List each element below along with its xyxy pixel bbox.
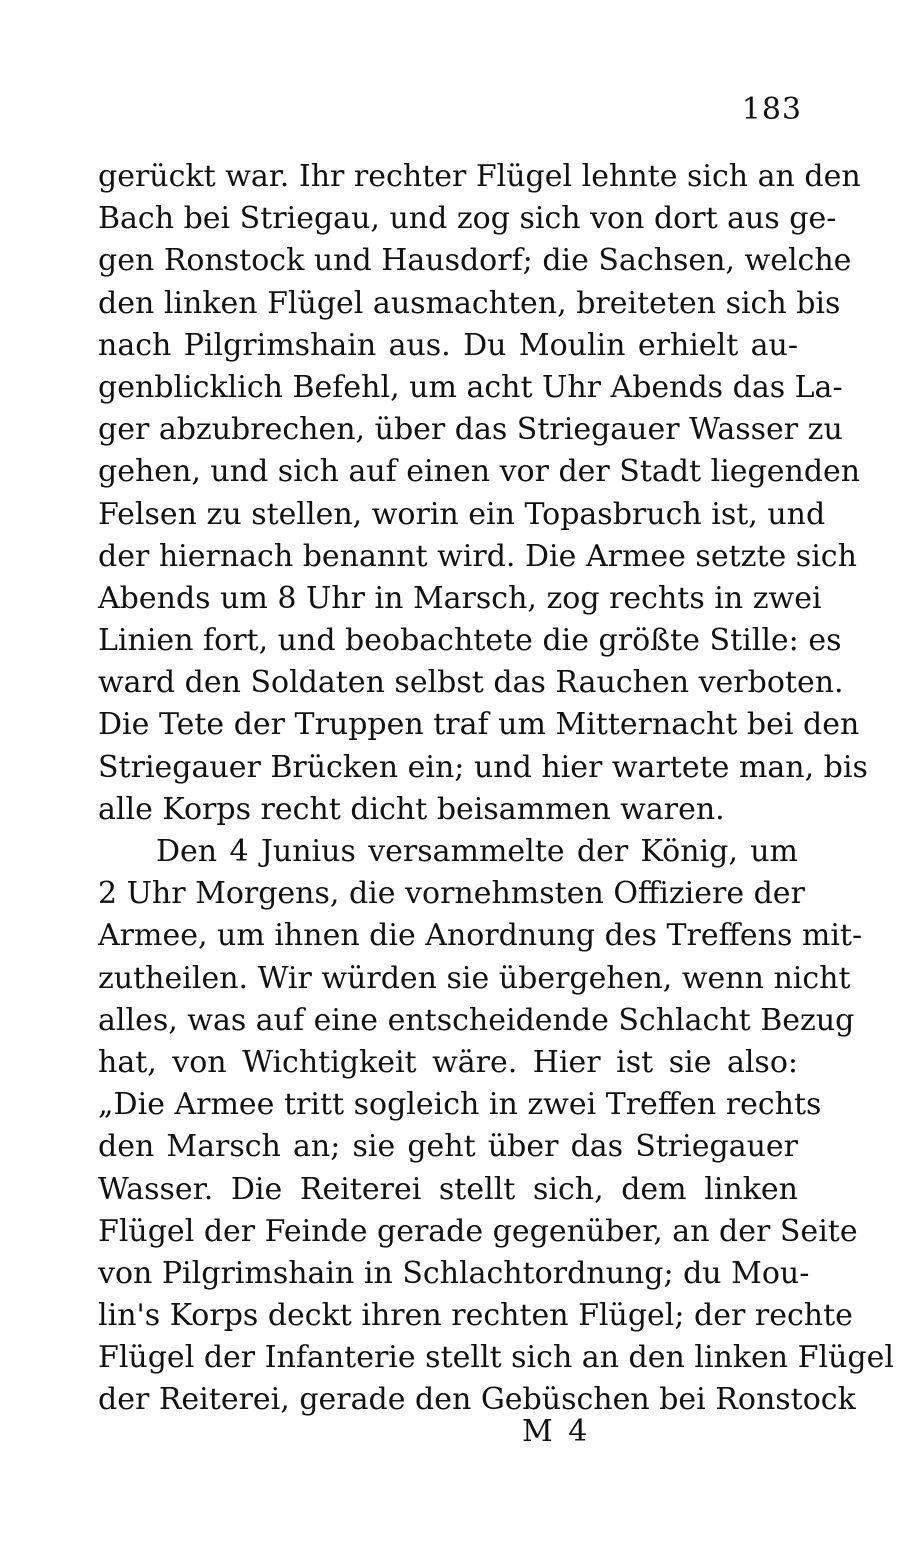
text-line: zutheilen. Wir würden sie übergehen, wenn nicht: [98, 960, 851, 996]
signature-mark: M 4: [522, 1414, 591, 1449]
text-line: genblicklich Befehl, um acht Uhr Abends das La-: [98, 369, 843, 405]
text-line: Linien fort, und beobachtete die größte Stille: es: [98, 623, 842, 659]
text-line: Die Tete der Truppen traf um Mitternacht bei den: [98, 707, 860, 743]
text-line: Armee, um ihnen die Anordnung des Treffens mit-: [98, 918, 863, 954]
text-line: 2 Uhr Morgens, die vornehmsten Offiziere der: [98, 876, 805, 912]
text-line: von Pilgrimshain in Schlachtordnung; du Mou-: [98, 1255, 810, 1291]
text-line: lin's Korps deckt ihren rechten Flügel; der rechte: [98, 1298, 853, 1334]
text-line: der hiernach benannt wird. Die Armee setzte sich: [98, 538, 857, 574]
text-line: alle Korps recht dicht beisammen waren.: [98, 791, 725, 827]
text-line: Flügel der Feinde gerade gegenüber, an der Seite: [98, 1213, 858, 1249]
text-line: den Marsch an; sie geht über das Striegauer: [98, 1129, 798, 1165]
text-line: gehen, und sich auf einen vor der Stadt liegenden: [98, 454, 861, 490]
text-line: „Die Armee tritt sogleich in zwei Treffen rechts: [98, 1087, 822, 1123]
text-line: Flügel der Infanterie stellt sich an den linken Flügel: [98, 1340, 894, 1376]
text-line: ger abzubrechen, über das Striegauer Wasser zu: [98, 412, 843, 448]
text-line: der Reiterei, gerade den Gebüschen bei Ronstock: [98, 1382, 856, 1418]
text-line: gen Ronstock und Hausdorf; die Sachsen, welche: [98, 243, 852, 279]
text-line: Bach bei Striegau, und zog sich von dort aus ge-: [98, 201, 837, 237]
text-line: nach Pilgrimshain aus. Du Moulin erhielt au-: [98, 327, 798, 363]
text-line: alles, was auf eine entscheidende Schlacht Bezug: [98, 1002, 855, 1038]
text-line: den linken Flügel ausmachten, breiteten sich bis: [98, 285, 841, 321]
page-number: 183: [741, 92, 802, 127]
text-line: gerückt war. Ihr rechter Flügel lehnte sich an den: [98, 159, 861, 194]
text-line: Striegauer Brücken ein; und hier wartete man, bis: [98, 749, 868, 785]
text-line: Den 4 Junius versammelte der König, um: [156, 834, 798, 869]
text-line: ward den Soldaten selbst das Rauchen verboten.: [98, 665, 844, 701]
text-line: Wasser. Die Reiterei stellt sich, dem linken: [98, 1171, 798, 1207]
text-line: Abends um 8 Uhr in Marsch, zog rechts in zwei: [98, 580, 822, 616]
paragraph: [98, 831, 894, 1422]
paragraph: [98, 156, 868, 831]
text-line: Felsen zu stellen, worin ein Topasbruch ist, und: [98, 496, 826, 532]
body-text: [98, 156, 894, 1422]
text-line: hat, von Wichtigkeit wäre. Hier ist sie also:: [98, 1044, 798, 1080]
